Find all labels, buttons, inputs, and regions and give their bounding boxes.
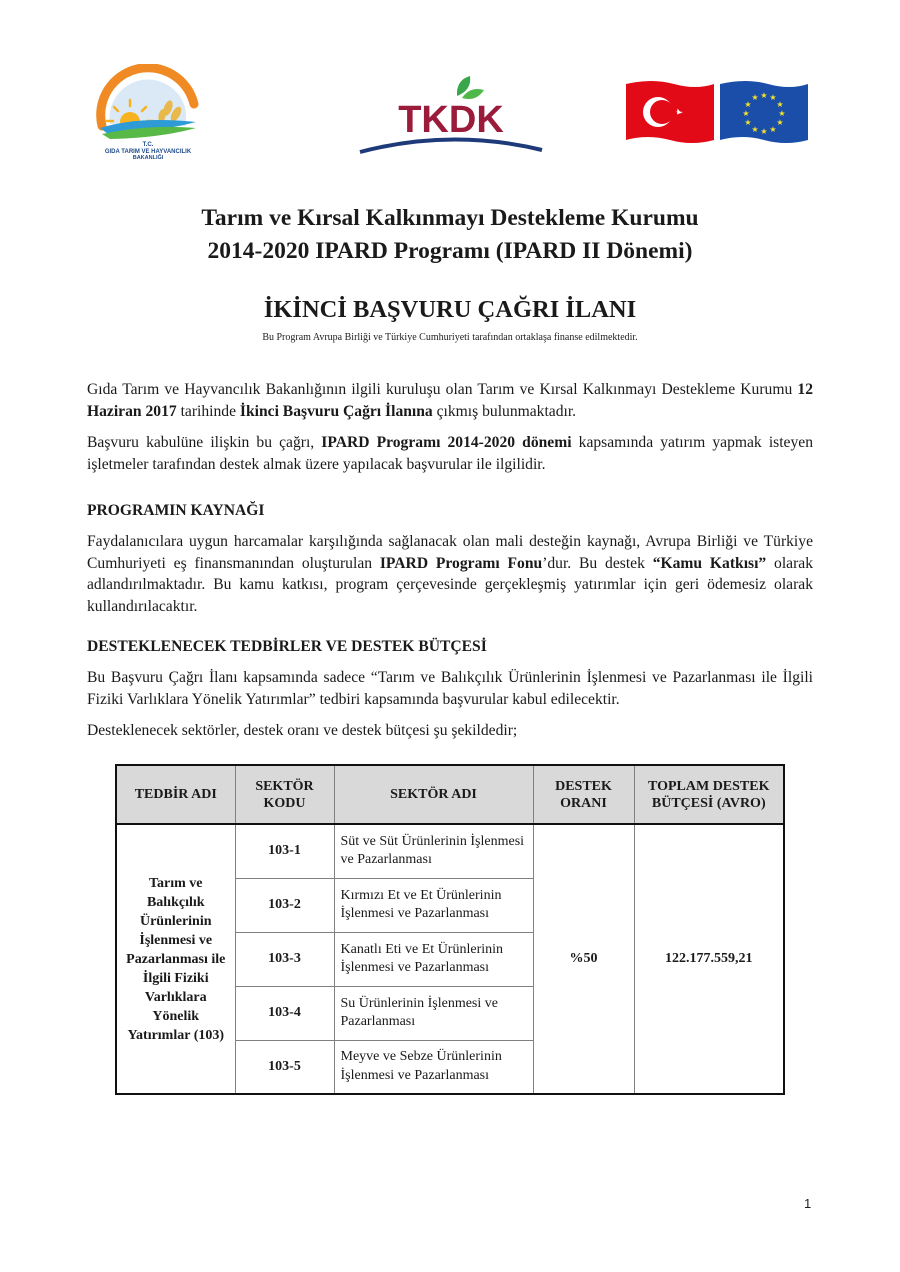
intro-paragraph-1: Gıda Tarım ve Hayvancılık Bakanlığının ilgili kuruluşu olan Tarım ve Kırsal Kalkınmayı Destekleme Kurumu 12 Haziran 2017 tarihinde İkinci Başvuru Çağrı İlanına çıkmış bulunmaktadır. (87, 381, 813, 420)
svg-text:★: ★ (769, 93, 777, 102)
sector-name-cell: Kanatlı Eti ve Et Ürünlerinin İşlenmesi ve Pazarlanması (334, 932, 533, 986)
header-sector-name: SEKTÖR ADI (334, 765, 533, 824)
measure-name-cell: Tarım ve Balıkçılık Ürünlerinin İşlenmesi ve Pazarlanması ile İlgili Fiziki Varlıklara Yönelik Yatırımlar (103) (116, 824, 235, 1094)
budget-table (115, 764, 785, 1095)
total-budget-cell: 122.177.559,21 (634, 824, 784, 1094)
sector-code-cell: 103-5 (235, 1040, 334, 1094)
sector-code-cell: 103-2 (235, 878, 334, 932)
title-line-1: Tarım ve Kırsal Kalkınmayı Destekleme Kurumu (201, 205, 699, 231)
turkey-flag-icon (626, 81, 714, 143)
section-heading-measures-budget: DESTEKLENECEK TEDBİRLER VE DESTEK BÜTÇESİ (87, 638, 487, 655)
svg-text:TKDK: TKDK (398, 99, 504, 141)
svg-text:★: ★ (751, 93, 759, 102)
svg-text:★: ★ (742, 109, 750, 118)
tkdk-emblem-icon (356, 74, 546, 156)
turkey-eu-flags (622, 76, 812, 148)
svg-text:★: ★ (760, 91, 768, 100)
title-line-2: 2014-2020 IPARD Programı (IPARD II Dönemi) (207, 238, 693, 264)
page-number: 1 (804, 1196, 812, 1211)
ministry-logo (88, 64, 208, 160)
program-source-paragraph: Faydalanıcılara uygun harcamalar karşılığında sağlanacak olan mali desteğin kaynağı, Avrupa Birliği ve Türkiye Cumhuriyeti eş finansmanından oluşturulan IPARD Programı Fonu’dur. Bu destek “Kamu Katkısı” olarak adlandırılmaktadır. Bu kamu katkısı, program çerçevesinde gerçekleşmiş yatırımlar için geri ödemesiz olarak kullandırılacaktır. (87, 533, 814, 615)
svg-text:★: ★ (778, 109, 786, 118)
header-support-rate: DESTEK ORANI (533, 765, 634, 824)
table-header-row (116, 765, 784, 824)
sector-code-cell: 103-3 (235, 932, 334, 986)
eu-flag-icon (720, 81, 808, 143)
support-rate-cell: %50 (533, 824, 634, 1094)
sector-code-cell: 103-4 (235, 986, 334, 1040)
announcement-date: 12 Haziran 2017 (87, 381, 813, 420)
intro-paragraph-2: Başvuru kabulüne ilişkin bu çağrı, IPARD Programı 2014-2020 dönemi kapsamında yatırım yapmak isteyen işletmeler tarafından destek almak üzere yapılacak başvurular ile ilgilidir. (87, 434, 813, 473)
header-measure-name: TEDBİR ADI (116, 765, 235, 824)
section-heading-program-source: PROGRAMIN KAYNAĞI (87, 502, 265, 519)
table-row (116, 824, 784, 878)
tkdk-logo (356, 74, 546, 156)
svg-text:BAKANLIĞI: BAKANLIĞI (132, 155, 164, 160)
header-total-budget: TOPLAM DESTEK BÜTÇESİ (AVRO) (634, 765, 784, 824)
svg-text:★: ★ (760, 127, 768, 136)
svg-text:T.C.: T.C. (142, 142, 154, 148)
sector-name-cell: Su Ürünlerinin İşlenmesi ve Pazarlanması (334, 986, 533, 1040)
sector-name-cell: Kırmızı Et ve Et Ürünlerinin İşlenmesi ve Pazarlanması (334, 878, 533, 932)
funding-subtitle: Bu Program Avrupa Birliği ve Türkiye Cumhuriyeti tarafından ortaklaşa finanse edilmektedir. (262, 332, 638, 343)
svg-text:★: ★ (744, 118, 752, 127)
svg-text:★: ★ (744, 100, 752, 109)
header-sector-code: SEKTÖR KODU (235, 765, 334, 824)
svg-text:GIDA TARIM VE HAYVANCILIK: GIDA TARIM VE HAYVANCILIK (104, 149, 192, 155)
call-title: İKİNCİ BAŞVURU ÇAĞRI İLANI (263, 296, 637, 323)
measures-paragraph: Bu Başvuru Çağrı İlanı kapsamında sadece “Tarım ve Balıkçılık Ürünlerinin İşlenmesi ve Pazarlanması ile İlgili Fiziki Varlıklara Yönelik Yatırımlar” tedbiri kapsamında başvurular kabul edilecektir. (87, 669, 813, 708)
ministry-emblem-icon (88, 64, 208, 160)
sector-name-cell: Meyve ve Sebze Ürünlerinin İşlenmesi ve Pazarlanması (334, 1040, 533, 1094)
sector-name-cell: Süt ve Süt Ürünlerinin İşlenmesi ve Pazarlanması (334, 824, 533, 878)
svg-text:★: ★ (776, 118, 784, 127)
sectors-intro-paragraph: Desteklenecek sektörler, destek oranı ve destek bütçesi şu şekildedir; (87, 722, 518, 739)
sector-code-cell: 103-1 (235, 824, 334, 878)
svg-text:★: ★ (776, 100, 784, 109)
svg-text:★: ★ (751, 125, 759, 134)
svg-text:★: ★ (769, 125, 777, 134)
document-title (0, 202, 900, 268)
